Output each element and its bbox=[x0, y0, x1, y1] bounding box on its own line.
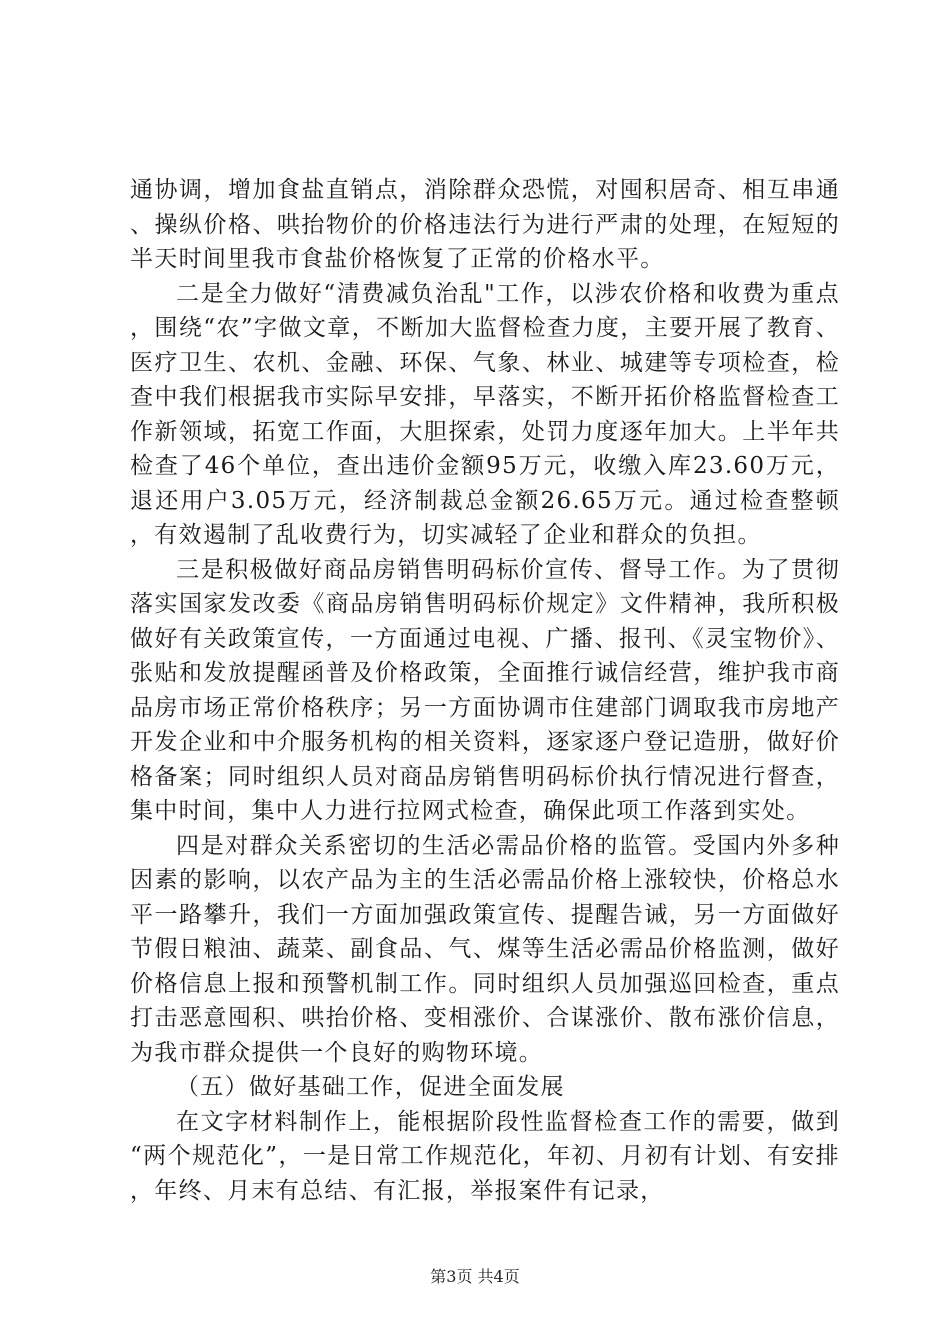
paragraph-continuation: 通协调，增加食盐直销点，消除群众恐慌，对囤积居奇、相互串通、操纵价格、哄抬物价的价格违法行为进行严肃的处理，在短短的半天时间里我市食盐价格恢复了正常的价格水平。 bbox=[130, 177, 840, 272]
document-body bbox=[130, 173, 840, 1208]
paragraph-fee-reduction: 二是全力做好“清费减负治乱"工作，以涉农价格和收费为重点，围绕“农”字做文章，不断加大监督检查力度，主要开展了教育、医疗卫生、农机、金融、环保、气象、林业、城建等专项检查，检查中我们根据我市实际早安排，早落实，不断开拓价格监督检查工作新领域，拓宽工作面，大胆探索，处罚力度逐年加大。上半年共检查了46个单位，查出违价金额95万元，收缴入库23.60万元，退还用户3.05万元，经济制裁总金额26.65万元。通过检查整顿，有效遏制了乱收费行为，切实减轻了企业和群众的负担。 bbox=[130, 280, 840, 548]
paragraph-housing-price-tagging: 三是积极做好商品房销售明码标价宣传、督导工作。为了贯彻落实国家发改委《商品房销售明码标价规定》文件精神，我所积极做好有关政策宣传，一方面通过电视、广播、报刊、《灵宝物价》、张贴和发放提醒函普及价格政策，全面推行诚信经营，维护我市商品房市场正常价格秩序；另一方面协调市住建部门调取我市房地产开发企业和中介服务机构的相关资料，逐家逐户登记造册，做好价格备案；同时组织人员对商品房销售明码标价执行情况进行督查，集中时间，集中人力进行拉网式检查，确保此项工作落到实处。 bbox=[130, 556, 840, 824]
paragraph-necessities-supervision: 四是对群众关系密切的生活必需品价格的监管。受国内外多种因素的影响，以农产品为主的生活必需品价格上涨较快，价格总水平一路攀升，我们一方面加强政策宣传、提醒告诫，另一方面做好节假日粮油、蔬菜、副食品、气、煤等生活必需品价格监测，做好价格信息上报和预警机制工作。同时组织人员加强巡回检查，重点打击恶意囤积、哄抬价格、变相涨价、合谋涨价、散布涨价信息，为我市群众提供一个良好的购物环境。 bbox=[130, 832, 840, 1066]
section-heading-basic-work: （五）做好基础工作，促进全面发展 bbox=[176, 1074, 565, 1100]
page-number-footer: 第3页 共4页 bbox=[430, 1267, 520, 1286]
paragraph-documentation: 在文字材料制作上，能根据阶段性监督检查工作的需要，做到“两个规范化”，一是日常工作规范化，年初、月初有计划、有安排，年终、月末有总结、有汇报，举报案件有记录， bbox=[130, 1108, 840, 1204]
